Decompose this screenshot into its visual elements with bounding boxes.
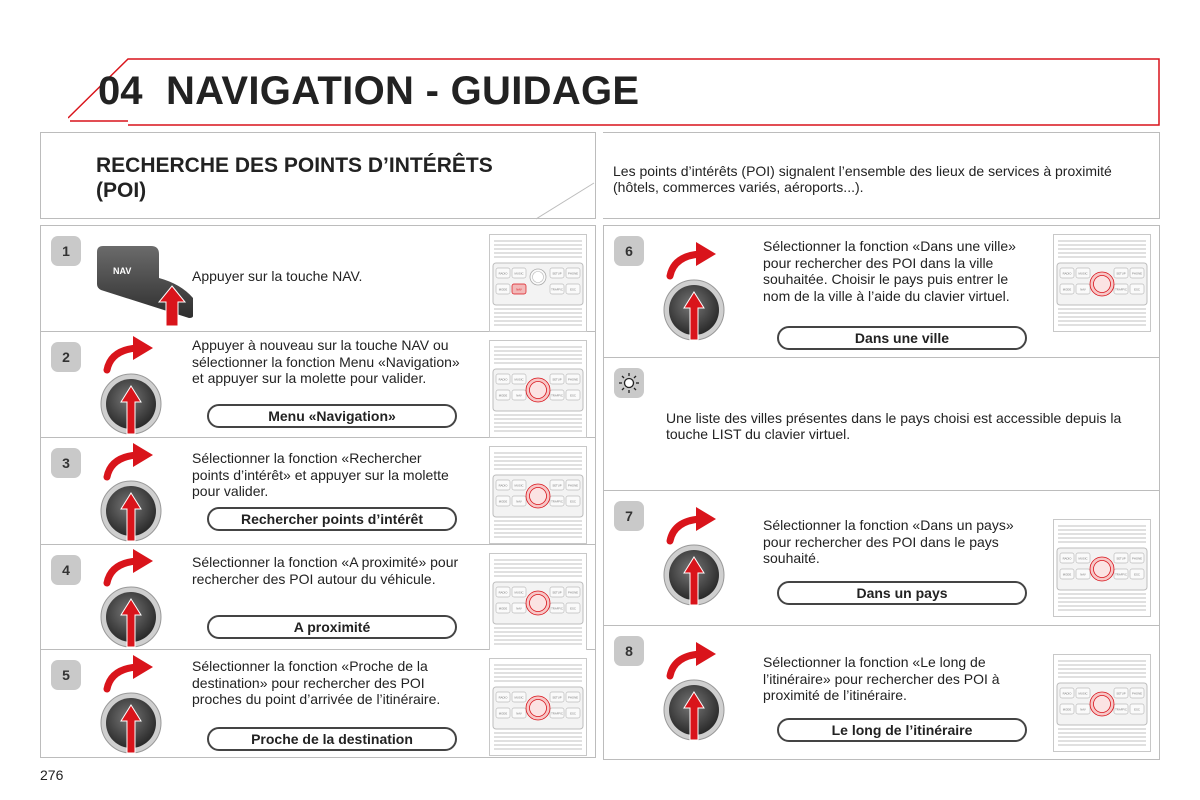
svg-text:NAV: NAV [1080,707,1086,712]
svg-text:TRAFFIC: TRAFFIC [551,287,563,292]
svg-text:RADIO: RADIO [498,377,508,382]
chapter-title: NAVIGATION - GUIDAGE [166,69,640,113]
svg-text:ESC: ESC [570,606,576,611]
svg-text:TRAFFIC: TRAFFIC [551,606,563,611]
control-panel-thumbnail [489,658,587,756]
svg-text:PHONE: PHONE [1132,691,1142,696]
svg-text:PHONE: PHONE [1132,271,1142,276]
menu-button-label: Dans une ville [777,326,1027,350]
step-1 [40,225,596,332]
rotary-knob-illustration [662,505,742,609]
svg-text:SETUP: SETUP [552,695,562,700]
step-4 [40,545,596,650]
tip-box [603,358,1160,491]
step-number: 1 [51,236,81,266]
menu-button-label: Menu «Navigation» [207,404,457,428]
step-number: 7 [614,501,644,531]
svg-text:MUSIC: MUSIC [1078,691,1088,696]
svg-text:MUSIC: MUSIC [1078,556,1088,561]
svg-text:RADIO: RADIO [498,695,508,700]
svg-text:SETUP: SETUP [552,377,562,382]
svg-text:NAV: NAV [516,287,522,292]
chapter-number: 04 [98,69,143,113]
svg-text:ESC: ESC [570,393,576,398]
menu-button-label: A proximité [207,615,457,639]
step-number: 6 [614,236,644,266]
section-title: RECHERCHE DES POINTS D’INTÉRÊTS (POI) [96,154,493,202]
svg-text:MODE: MODE [1062,572,1072,577]
step-number: 2 [51,342,81,372]
svg-text:SETUP: SETUP [552,271,562,276]
svg-text:PHONE: PHONE [568,271,578,276]
step-text: Sélectionner la fonction «Rechercher points d’intérêt» et appuyer sur la molette pour valider. [192,450,449,499]
step-3 [40,438,596,545]
menu-button-label: Proche de la destination [207,727,457,751]
svg-text:NAV: NAV [516,499,522,504]
svg-text:RADIO: RADIO [1062,556,1072,561]
control-panel-thumbnail [1053,654,1151,752]
svg-text:ESC: ESC [1134,707,1140,712]
svg-text:SETUP: SETUP [1116,556,1126,561]
svg-text:MUSIC: MUSIC [514,271,524,276]
step-text: Sélectionner la fonction «Dans un pays» pour rechercher des POI dans le pays souhaité. [763,517,1014,566]
step-text: Appuyer à nouveau sur la touche NAV ou sélectionner la fonction Menu «Navigation» et appuyer sur la molette pour valider. [192,337,460,386]
svg-text:SETUP: SETUP [552,483,562,488]
step-8 [603,626,1160,760]
chapter-header [68,58,1160,126]
step-number: 5 [51,660,81,690]
svg-text:TRAFFIC: TRAFFIC [1115,572,1127,577]
svg-text:NAV: NAV [1080,572,1086,577]
svg-text:MODE: MODE [498,499,508,504]
svg-text:TRAFFIC: TRAFFIC [1115,707,1127,712]
svg-text:RADIO: RADIO [498,271,508,276]
control-panel-thumbnail [1053,234,1151,332]
rotary-knob-illustration [99,441,179,545]
nav-key-label: NAV [113,266,132,276]
svg-text:TRAFFIC: TRAFFIC [1115,287,1127,292]
svg-text:MODE: MODE [498,606,508,611]
step-number: 3 [51,448,81,478]
rotary-knob-illustration [99,334,179,438]
title-box-corner [536,133,596,220]
rotary-knob-illustration [99,547,179,651]
svg-text:MODE: MODE [1062,287,1072,292]
control-panel-thumbnail [489,553,587,651]
svg-text:PHONE: PHONE [568,695,578,700]
svg-text:ESC: ESC [1134,572,1140,577]
svg-text:PHONE: PHONE [568,483,578,488]
control-panel-thumbnail [489,234,587,332]
svg-text:NAV: NAV [516,606,522,611]
svg-text:ESC: ESC [1134,287,1140,292]
intro-box [603,132,1160,219]
control-panel-thumbnail [489,340,587,438]
step-number: 8 [614,636,644,666]
svg-text:MODE: MODE [498,393,508,398]
step-text: Sélectionner la fonction «Dans une ville» pour rechercher des POI dans la ville souhaitée. Choisir le pays puis entrer le nom de la ville à l’aide du clavier virtuel. [763,238,1016,304]
page-number: 276 [40,767,64,783]
svg-text:SETUP: SETUP [1116,271,1126,276]
svg-text:PHONE: PHONE [568,377,578,382]
svg-text:RADIO: RADIO [1062,691,1072,696]
svg-text:MUSIC: MUSIC [514,590,524,595]
svg-text:NAV: NAV [1080,287,1086,292]
svg-text:PHONE: PHONE [1132,556,1142,561]
svg-text:TRAFFIC: TRAFFIC [551,711,563,716]
svg-text:MUSIC: MUSIC [514,377,524,382]
step-text: Sélectionner la fonction «Le long de l’itinéraire» pour rechercher des POI à proximité de l’itinéraire. [763,654,1000,703]
svg-text:SETUP: SETUP [552,590,562,595]
svg-text:MUSIC: MUSIC [1078,271,1088,276]
step-7 [603,491,1160,626]
svg-text:ESC: ESC [570,287,576,292]
svg-text:ESC: ESC [570,499,576,504]
step-text: Appuyer sur la touche NAV. [192,268,363,284]
menu-button-label: Le long de l’itinéraire [777,718,1027,742]
step-number: 4 [51,555,81,585]
section-title-box [40,132,596,219]
menu-button-label: Rechercher points d’intérêt [207,507,457,531]
rotary-knob-illustration [662,640,742,744]
step-2 [40,332,596,438]
svg-text:PHONE: PHONE [568,590,578,595]
control-panel-thumbnail [1053,519,1151,617]
svg-text:MUSIC: MUSIC [514,695,524,700]
svg-text:TRAFFIC: TRAFFIC [551,393,563,398]
tip-text: Une liste des villes présentes dans le pays choisi est accessible depuis la touche LIST du clavier virtuel. [666,410,1122,442]
svg-text:MODE: MODE [498,287,508,292]
lightbulb-icon [614,368,644,398]
svg-text:MODE: MODE [498,711,508,716]
svg-text:RADIO: RADIO [498,483,508,488]
intro-text: Les points d’intérêts (POI) signalent l’ensemble des lieux de services à proximité (hôtels, commerces variés, aéroports...). [613,163,1112,195]
step-text: Sélectionner la fonction «A proximité» pour rechercher des POI autour du véhicule. [192,554,459,587]
nav-key-illustration [89,238,199,328]
step-6 [603,225,1160,358]
svg-text:SETUP: SETUP [1116,691,1126,696]
svg-text:NAV: NAV [516,711,522,716]
svg-text:MUSIC: MUSIC [514,483,524,488]
rotary-knob-illustration [99,653,179,757]
svg-text:MODE: MODE [1062,707,1072,712]
control-panel-thumbnail [489,446,587,544]
svg-text:RADIO: RADIO [1062,271,1072,276]
rotary-knob-illustration [662,240,742,344]
svg-text:NAV: NAV [516,393,522,398]
svg-text:TRAFFIC: TRAFFIC [551,499,563,504]
step-5 [40,650,596,758]
svg-text:ESC: ESC [570,711,576,716]
step-text: Sélectionner la fonction «Proche de la destination» pour rechercher des POI proches du point d’arrivée de l’itinéraire. [192,658,441,707]
svg-text:RADIO: RADIO [498,590,508,595]
menu-button-label: Dans un pays [777,581,1027,605]
